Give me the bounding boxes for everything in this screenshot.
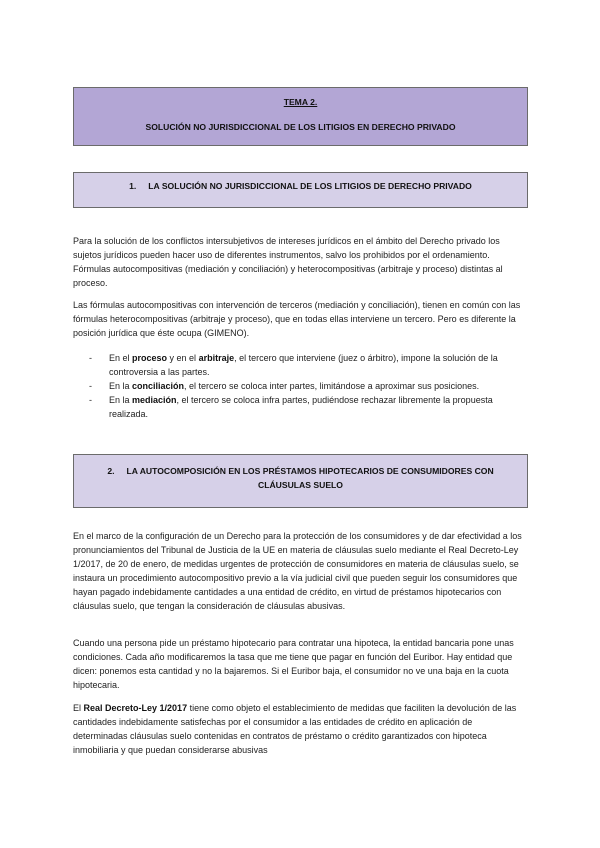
paragraph-5-text: tiene como objeto el establecimiento de medidas que faciliten la devolución de las cantidades indebidamente satisfechas por el consumidor a las entidades de crédito en aplicación de determinadas cláusulas suelo contenidas en contratos de préstamo o crédito garantizados con hipoteca inmobiliaria y que puedan considerarse abusivas (73, 703, 517, 755)
section-1-heading-box (73, 172, 528, 208)
paragraph-3: En el marco de la configuración de un Derecho para la protección de los consumidores y de dar efectividad a los pronunciamientos del Tribunal de Justicia de la UE en materia de cláusulas suelo mediante el Real Decreto-Ley 1/2017, de 20 de enero, de medidas urgentes de protección de consumidores en materia de cláusulas suelo, se instaura un procedimiento autocompositivo previo a la vía judicial civil que pueden seguir los consumidores que hayan pagado indebidamente cantidades a una entidad de crédito, en virtud de préstamos hipotecarios con cláusulas suelo, que tengan la consideración de cláusulas abusivas. (73, 531, 522, 611)
bullet-text: En la (109, 395, 133, 405)
paragraph-5 (73, 701, 528, 757)
bullet-bold: conciliación (132, 381, 185, 391)
section-2-title: LA AUTOCOMPOSICIÓN EN LOS PRÉSTAMOS HIPOTECARIOS DE CONSUMIDORES CON CLÁUSULAS SUELO (126, 466, 494, 490)
bullet-text: , el tercero se coloca inter partes, limitándose a aproximar sus posiciones. (184, 381, 480, 391)
bullet-dash: - (89, 395, 92, 405)
page-title: SOLUCIÓN NO JURISDICCIONAL DE LOS LITIGIOS EN DERECHO PRIVADO (145, 122, 456, 132)
section-2-heading (74, 464, 527, 492)
paragraph-2: Las fórmulas autocompositivas con intervención de terceros (mediación y conciliación), tienen en común con las fórmulas heterocompositivas (arbitraje y proceso), que en todas ellas interviene un tercero. Pero es diferente la posición jurídica que éste ocupa (GIMENO). (73, 300, 521, 338)
list-item (89, 379, 527, 393)
bullet-bold: proceso (132, 353, 168, 363)
bullet-bold: arbitraje (198, 353, 235, 363)
paragraph-4: Cuando una persona pide un préstamo hipotecario para contratar una hipoteca, la entidad bancaria pone unas condiciones. Cada año modificaremos la tasa que me tiene que pagar en función del Euribor. Hay entidad que dicen: ponemos esta cantidad y no la bajaremos. Si el Euribor baja, el consumidor no ve una baja en la cuota hipotecaria. (73, 638, 514, 690)
bullet-dash: - (89, 353, 92, 363)
bullet-dash: - (89, 381, 92, 391)
tema-label: TEMA 2. (283, 97, 318, 107)
bullet-text: , el tercero que interviene (juez o árbitro), impone la solución de la controversia a las partes. (109, 353, 498, 377)
list-item (89, 351, 527, 379)
bullet-bold: mediación (132, 395, 177, 405)
bullet-text: y en el (167, 353, 199, 363)
bullet-text: En la (109, 381, 133, 391)
section-1-heading (74, 181, 527, 191)
bullet-text: En el (109, 353, 133, 363)
section-2-heading-box (73, 454, 528, 508)
paragraph-5-pre: El (73, 703, 84, 713)
section-2-number: 2. (107, 466, 115, 476)
bullet-text: , el tercero se coloca infra partes, pudiéndose rechazar libremente la propuesta realizada. (109, 395, 493, 419)
bullet-list (89, 351, 527, 421)
section-1-title: LA SOLUCIÓN NO JURISDICCIONAL DE LOS LITIGIOS DE DERECHO PRIVADO (148, 181, 472, 191)
title-box (73, 87, 528, 146)
paragraph-1: Para la solución de los conflictos intersubjetivos de intereses jurídicos en el ámbito del Derecho privado los sujetos jurídicos pueden hacer uso de diferentes instrumentos, salvo los prohibidos por el ordenamiento. Fórmulas autocompositivas (mediación y conciliación) y heterocompositivas (arbitraje y proceso) distintas al proceso. (73, 236, 503, 288)
list-item (89, 393, 527, 421)
paragraph-5-bold: Real Decreto-Ley 1/2017 (83, 703, 188, 713)
section-1-number: 1. (129, 181, 137, 191)
